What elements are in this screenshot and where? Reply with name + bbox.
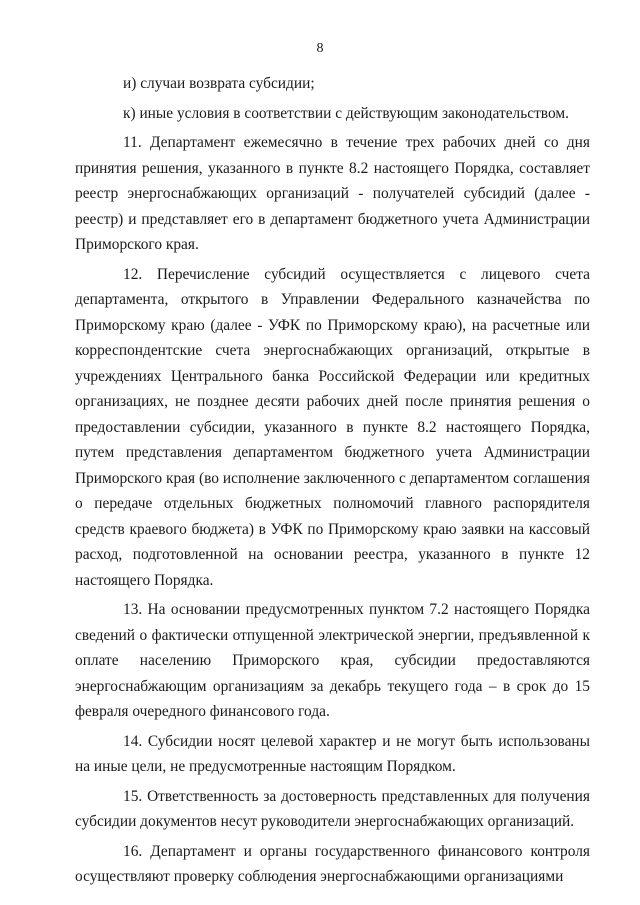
page-number: 8 (316, 41, 324, 56)
document-body (75, 71, 590, 894)
paragraph-item-k: к) иные условия в соответствии с действующим законодательством. (123, 104, 569, 122)
paragraph-14: 14. Субсидии носят целевой характер и не могут быть использованы на иные цели, не предусмотренные настоящим Порядком. (75, 732, 590, 775)
paragraph-15: 15. Ответственность за достоверность представленных для получения субсидии документов несут руководители энергоснабжающих организаций. (75, 787, 590, 830)
paragraph-13: 13. На основании предусмотренных пунктом 7.2 настоящего Порядка сведений о фактически отпущенной электрической энергии, предъявленной к оплате населению Приморского края, субсидии предоставляются энергоснабжающим организациям за декабрь текущего года – в срок до 15 февраля очередного финансового года. (75, 601, 590, 720)
paragraph-item-i: и) случаи возврата субсидии; (123, 75, 315, 92)
paragraph-12: 12. Перечисление субсидий осуществляется с лицевого счета департамента, открытого в Управлении Федерального казначейства по Приморскому краю (далее - УФК по Приморскому краю), на расчетные или корреспондентские счета энергоснабжающих организаций, открытые в учреждениях Центрального банка Российской Федерации или кредитных организациях, не позднее десяти рабочих дней после принятия решения о предоставлении субсидии, указанного в пункте 8.2 настоящего Порядка, путем представления департаментом бюджетного учета Администрации Приморского края (во исполнение заключенного с департаментом соглашения о передаче отдельных бюджетных полномочий главного распорядителя средств краевого бюджета) в УФК по Приморскому краю заявки на кассовый расход, подготовленной на основании реестра, указанного в пункте 12 настоящего Порядка. (75, 265, 590, 589)
paragraph-16: 16. Департамент и органы государственного финансового контроля осуществляют проверку соблюдения энергоснабжающими организациями (75, 842, 590, 885)
paragraph-11: 11. Департамент ежемесячно в течение трех рабочих дней со дня принятия решения, указанного в пункте 8.2 настоящего Порядка, составляет реестр энергоснабжающих организаций - получателей субсидий (далее - реестр) и представляет его в департамент бюджетного учета Администрации Приморского края. (75, 134, 590, 253)
